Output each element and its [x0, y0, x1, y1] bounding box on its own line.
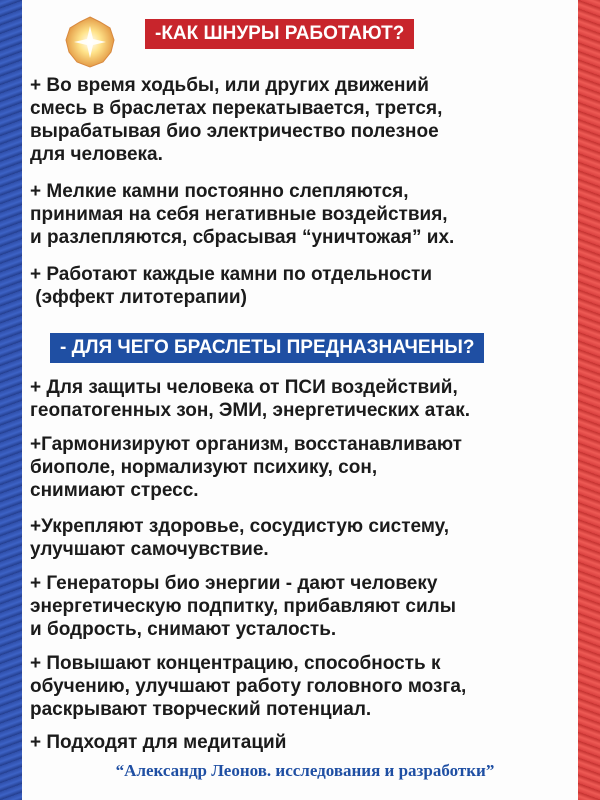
section-header-purpose: - ДЛЯ ЧЕГО БРАСЛЕТЫ ПРЕДНАЗНАЧЕНЫ?	[50, 333, 484, 363]
section-header-how-cords-work: -КАК ШНУРЫ РАБОТАЮТ?	[145, 19, 414, 49]
blue-rope-border	[0, 0, 22, 800]
list-item: + Мелкие камни постоянно слепляются, принимая на себя негативные воздействия, и разлепляются, сбрасывая “уничтожая” их.	[30, 181, 455, 248]
list-item: + Для защиты человека от ПСИ воздействий, геопатогенных зон, ЭМИ, энергетических атак.	[30, 377, 470, 421]
list-item: +Гармонизируют организм, восстанавливают биополе, нормализуют психику, сон, снимиают стресс.	[30, 434, 462, 501]
star-emblem-icon	[64, 16, 116, 68]
list-item: + Работают каждые камни по отдельности (эффект литотерапии)	[30, 264, 432, 308]
list-item: +Укрепляют здоровье, сосудистую систему, улучшают самочувствие.	[30, 516, 450, 560]
list-item: + Во время ходьбы, или других движений смесь в браслетах перекатывается, трется, вырабатывая био электричество полезное для человека.	[30, 75, 443, 165]
author-footer: “Александр Леонов. исследования и разработки”	[115, 761, 495, 780]
list-item: + Подходят для медитаций	[30, 732, 287, 753]
list-item: + Повышают концентрацию, способность к обучению, улучшают работу головного мозга, раскрывают творческий потенциал.	[30, 653, 467, 720]
list-item: + Генераторы био энергии - дают человеку энергетическую подпитку, прибавляют силы и бодрость, снимают усталость.	[30, 573, 456, 640]
red-rope-border	[578, 0, 600, 800]
